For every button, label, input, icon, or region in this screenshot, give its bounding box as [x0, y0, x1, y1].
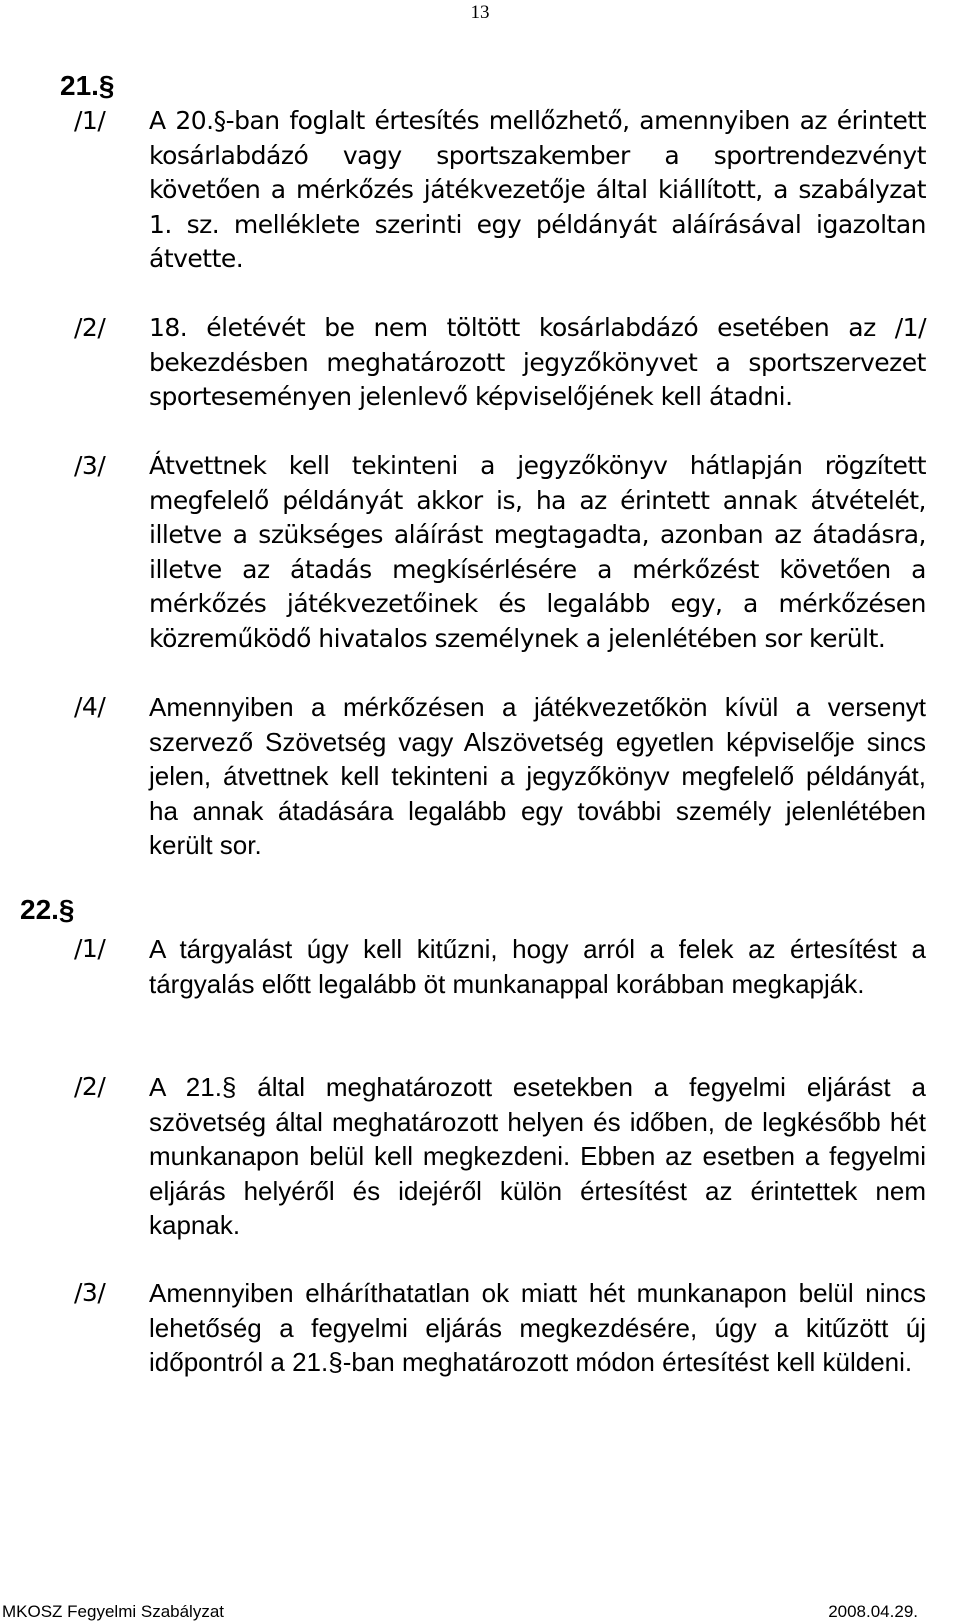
paragraph-number: /1/ — [74, 934, 106, 963]
section-heading-22: 22.§ — [20, 894, 75, 925]
page-number: 13 — [470, 2, 490, 23]
paragraph-text: Amennyiben elháríthatatlan ok miatt hét munkanapon belül nincs lehetőség a fegyelmi eljárás megkezdésére, úgy a kitűzött új időpontról a 21.§-ban meghatározott módon értesítést kell küldeni. — [149, 1278, 926, 1378]
paragraph-number: /3/ — [74, 1278, 106, 1307]
footer-title: MKOSZ Fegyelmi Szabályzat — [2, 1602, 225, 1621]
paragraph-text: Amennyiben a mérkőzésen a játékvezetőkön kívül a versenyt szervező Szövetség vagy Alszövetség egyetlen képviselője sincs jelen, átvettnek kell tekinteni a jegyzőkönyv megfelelő példányát, ha annak átadására legalább egy további személy jelenlétében került sor. — [149, 692, 926, 861]
paragraph-text: A 20.§-ban foglalt értesítés mellőzhető, amennyiben az érintett kosárlabdázó vagy sportszakember a sportrendezvényt követően a mérkőzés játékvezetője által kiállított, a szabályzat 1. sz. melléklete szerinti egy példányát aláírásával igazoltan átvette. — [149, 106, 926, 274]
paragraph-number: /4/ — [74, 692, 106, 721]
paragraph-number: /2/ — [74, 1072, 106, 1101]
paragraph-text: A 21.§ által meghatározott esetekben a fegyelmi eljárást a szövetség által meghatározott helyen és időben, de legkésőbb hét munkanapon belül kell megkezdeni. Ebben az esetben a fegyelmi eljárás helyéről és idejéről külön értesítést az érintettek nem kapnak. — [149, 1072, 926, 1241]
paragraph-text: 18. életévét be nem töltött kosárlabdázó esetében az /1/ bekezdésben meghatározott jegyzőkönyvet a sportszervezet sporteseményen jelenlevő képviselőjének kell átadni. — [149, 313, 926, 412]
paragraph-number: /3/ — [74, 451, 106, 480]
section-heading-21: 21.§ — [60, 70, 115, 101]
footer-date: 2008.04.29. — [828, 1602, 918, 1621]
paragraph-text: A tárgyalást úgy kell kitűzni, hogy arról a felek az értesítést a tárgyalás előtt legalább öt munkanappal korábban megkapják. — [149, 934, 926, 999]
paragraph-number: /2/ — [74, 313, 106, 342]
paragraph-text: Átvettnek kell tekinteni a jegyzőkönyv hátlapján rögzített megfelelő példányát akkor is, ha az érintett annak átvételét, illetve a szükséges aláírást megtagadta, azonban az átadásra, illetve az átadás megkísérlésére a mérkőzést követően a mérkőzés játékvezetőinek és legalább egy, a mérkőzésen közreműködő hivatalos személynek a jelenlétében sor került. — [149, 451, 926, 653]
paragraph-number: /1/ — [74, 106, 106, 135]
